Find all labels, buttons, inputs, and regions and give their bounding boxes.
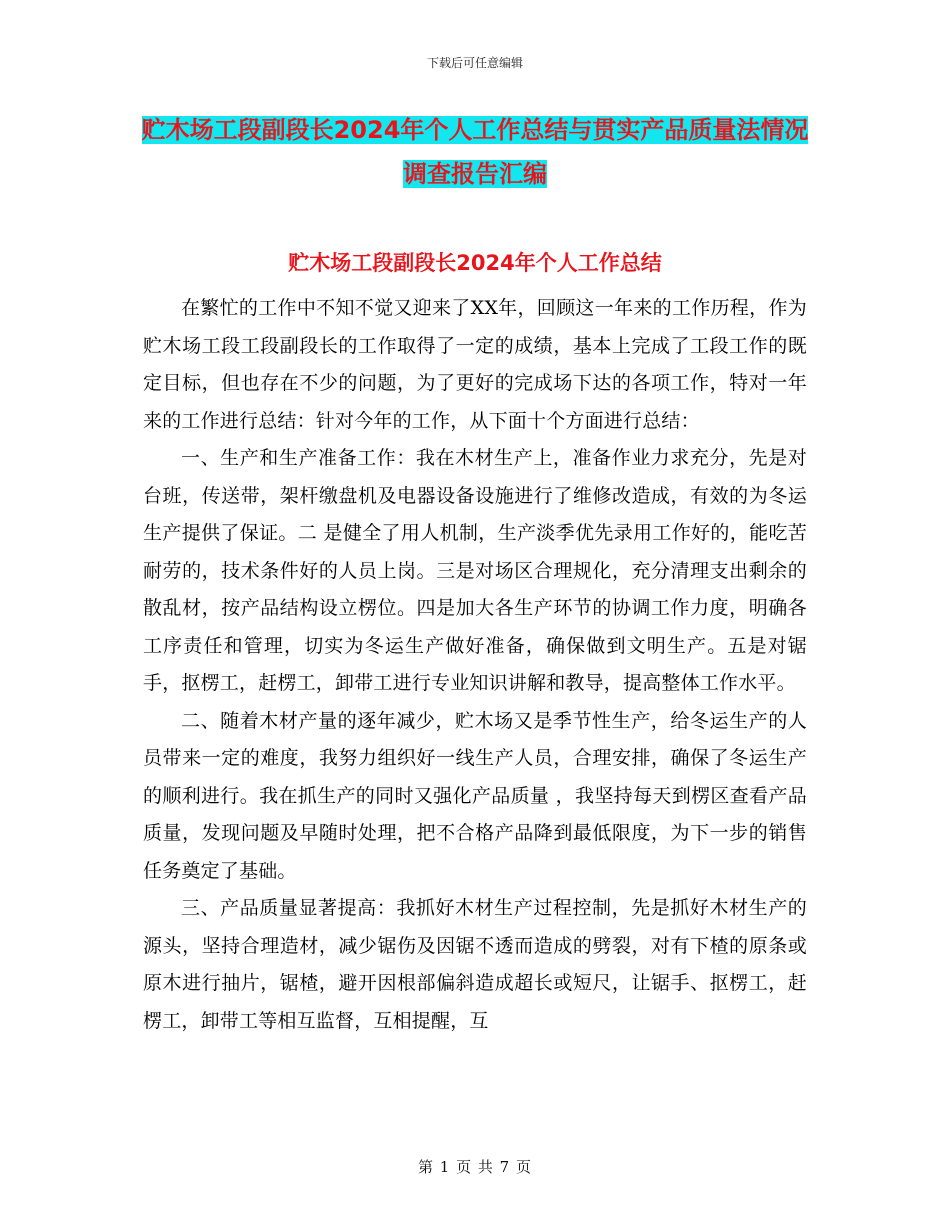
- page-header-note: 下载后可任意编辑: [426, 56, 523, 70]
- page-number: 第 1 页 共 7 页: [418, 1158, 532, 1176]
- document-title-text: 贮木场工段副段长2024年个人工作总结与贯实产品质量法情况调查报告汇编: [141, 116, 809, 188]
- paragraph: 在繁忙的工作中不知不觉又迎来了XX年，回顾这一年来的工作历程，作为贮木场工段工段副段长的工作取得了一定的成绩，基本上完成了工段工作的既定目标，但也存在不少的问题，为了更好的完成场下达的各项工作，特对一年来的工作进行总结：针对今年的工作，从下面十个方面进行总结：: [143, 297, 807, 432]
- document-title: [140, 108, 810, 196]
- paragraph: 一、生产和生产准备工作：我在木材生产上，准备作业力求充分，先是对台班，传送带，架杆缴盘机及电器设备设施进行了维修改造成，有效的为冬运生产提供了保证。二 是健全了用人机制，生产淡季优先录用工作好的，能吃苦耐劳的，技术条件好的人员上岗。三是对场区合理规化，充分清理支出剩余的散乱材，按产品结构设立楞位。四是加大各生产环节的协调工作力度，明确各工序责任和管理，切实为冬运生产做好准备，确保做到文明生产。五是对锯手，抠楞工，赶楞工，卸带工进行专业知识讲解和教导，提高整体工作水平。: [143, 447, 807, 694]
- paragraph: 二、随着木材产量的逐年减少，贮木场又是季节性生产，给冬运生产的人员带来一定的难度，我努力组织好一线生产人员，合理安排，确保了冬运生产的顺利进行。我在抓生产的同时又强化产品质量 ，我坚持每天到楞区查看产品质量，发现问题及早随时处理，把不合格产品降到最低限度，为下一步的销售任务奠定了基础。: [143, 709, 807, 882]
- section-title: 贮木场工段副段长2024年个人工作总结: [288, 251, 662, 275]
- document-body: [143, 290, 807, 1040]
- paragraph: 三、产品质量显著提高：我抓好木材生产过程控制，先是抓好木材生产的源头，坚持合理造材，减少锯伤及因锯不透而造成的劈裂，对有下楂的原条或原木进行抽片，锯楂，避开因根部偏斜造成超长或短尺，让锯手、抠楞工，赶楞工，卸带工等相互监督，互相提醒，互: [143, 897, 807, 1032]
